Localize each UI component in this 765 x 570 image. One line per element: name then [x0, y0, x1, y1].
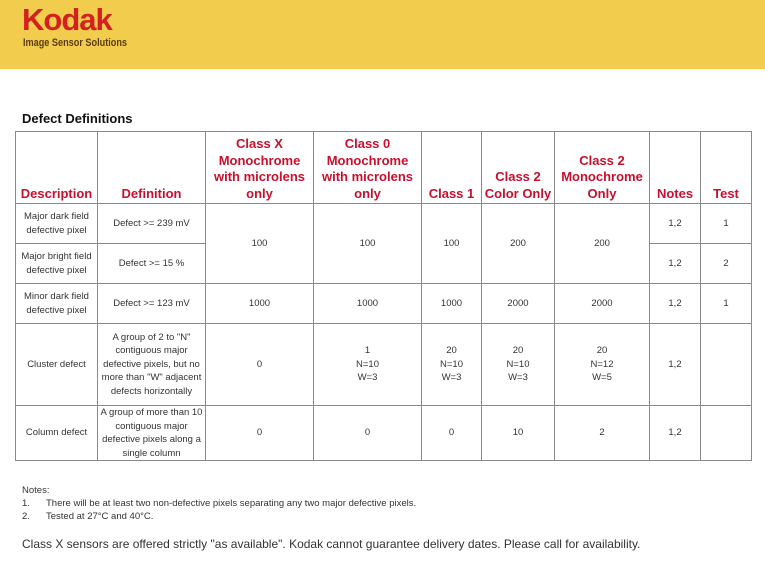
- row-class-2-mono: 2: [555, 406, 650, 461]
- table-row: [16, 406, 752, 461]
- col-header-class-2-mono: Class 2 Monochrome Only: [555, 132, 650, 204]
- major-class-0-value: 100: [314, 204, 422, 284]
- row-class-0: 0: [314, 406, 422, 461]
- note-text: Tested at 27°C and 40°C.: [46, 511, 154, 522]
- cluster-w: W=3: [357, 372, 378, 384]
- major-class-1-value: 100: [422, 204, 482, 284]
- header-band: [0, 0, 765, 69]
- row-description: Minor dark field defective pixel: [16, 284, 98, 324]
- row-definition: Defect >= 123 mV: [98, 284, 206, 324]
- note-item: [22, 497, 416, 510]
- cluster-count: 1: [364, 345, 371, 357]
- row-class-x: 1000: [206, 284, 314, 324]
- row-definition: A group of 2 to "N" contiguous major defective pixels, but no more than "W" adjacent defects horizontally: [98, 324, 206, 406]
- col-header-class-x: Class X Monochrome with microlens only: [206, 132, 314, 204]
- col-header-test: Test: [701, 132, 752, 204]
- row-description: Column defect: [16, 406, 98, 461]
- availability-disclaimer: Class X sensors are offered strictly "as available". Kodak cannot guarantee delivery dates. Please call for availability.: [22, 537, 641, 551]
- col-header-definition: Definition: [98, 132, 206, 204]
- cluster-n: N=10: [506, 358, 530, 370]
- row-test: [701, 406, 752, 461]
- row-description: Major bright field defective pixel: [16, 244, 98, 284]
- row-test: [701, 324, 752, 406]
- cluster-w: W=3: [441, 372, 462, 384]
- row-definition: A group of more than 10 contiguous major defective pixels along a single column: [98, 406, 206, 461]
- note-item: [22, 510, 416, 523]
- row-description: Cluster defect: [16, 324, 98, 406]
- table-row: [16, 284, 752, 324]
- row-class-2-color: [482, 324, 555, 406]
- row-class-1: 0: [422, 406, 482, 461]
- major-class-x-value: 100: [206, 204, 314, 284]
- note-text: There will be at least two non-defective pixels separating any two major defective pixels.: [46, 498, 417, 509]
- cluster-n: N=10: [356, 358, 379, 370]
- row-class-x: 0: [206, 324, 314, 406]
- row-class-2-mono: [555, 324, 650, 406]
- row-notes: 1,2: [650, 324, 701, 406]
- row-class-2-color: 2000: [482, 284, 555, 324]
- note-number: 1.: [22, 498, 30, 509]
- col-header-class-2-color: Class 2 Color Only: [482, 132, 555, 204]
- major-class-2-color-value: 200: [482, 204, 555, 284]
- row-class-0: [314, 324, 422, 406]
- row-test: 2: [701, 244, 752, 284]
- col-header-notes: Notes: [650, 132, 701, 204]
- cluster-n: N=12: [590, 358, 614, 370]
- cluster-count: 20: [596, 345, 608, 357]
- table-row: [16, 324, 752, 406]
- cluster-count: 20: [512, 345, 524, 357]
- note-number: 2.: [22, 511, 30, 522]
- row-notes: 1,2: [650, 406, 701, 461]
- table-row: [16, 204, 752, 244]
- cluster-n: N=10: [440, 358, 463, 370]
- header-row: [16, 132, 752, 204]
- cluster-count: 20: [446, 345, 457, 357]
- row-notes: 1,2: [650, 284, 701, 324]
- major-class-2-mono-value: 200: [555, 204, 650, 284]
- row-definition: Defect >= 239 mV: [98, 204, 206, 244]
- row-class-1: [422, 324, 482, 406]
- section-title: Defect Definitions: [22, 111, 133, 126]
- col-header-class-0: Class 0 Monochrome with microlens only: [314, 132, 422, 204]
- row-definition: Defect >= 15 %: [98, 244, 206, 284]
- cluster-w: W=3: [508, 372, 528, 384]
- kodak-logo: Kodak: [22, 2, 112, 37]
- row-class-x: 0: [206, 406, 314, 461]
- col-header-class-1: Class 1: [422, 132, 482, 204]
- col-header-description: Description: [16, 132, 98, 204]
- row-class-0: 1000: [314, 284, 422, 324]
- defect-table: [15, 131, 752, 461]
- row-test: 1: [701, 284, 752, 324]
- notes-section: [22, 484, 416, 523]
- row-notes: 1,2: [650, 244, 701, 284]
- row-notes: 1,2: [650, 204, 701, 244]
- row-class-1: 1000: [422, 284, 482, 324]
- row-description: Major dark field defective pixel: [16, 204, 98, 244]
- notes-title: Notes:: [22, 485, 50, 496]
- row-test: 1: [701, 204, 752, 244]
- logo-tagline: Image Sensor Solutions: [23, 37, 128, 49]
- row-class-2-mono: 2000: [555, 284, 650, 324]
- cluster-w: W=5: [592, 372, 612, 384]
- row-class-2-color: 10: [482, 406, 555, 461]
